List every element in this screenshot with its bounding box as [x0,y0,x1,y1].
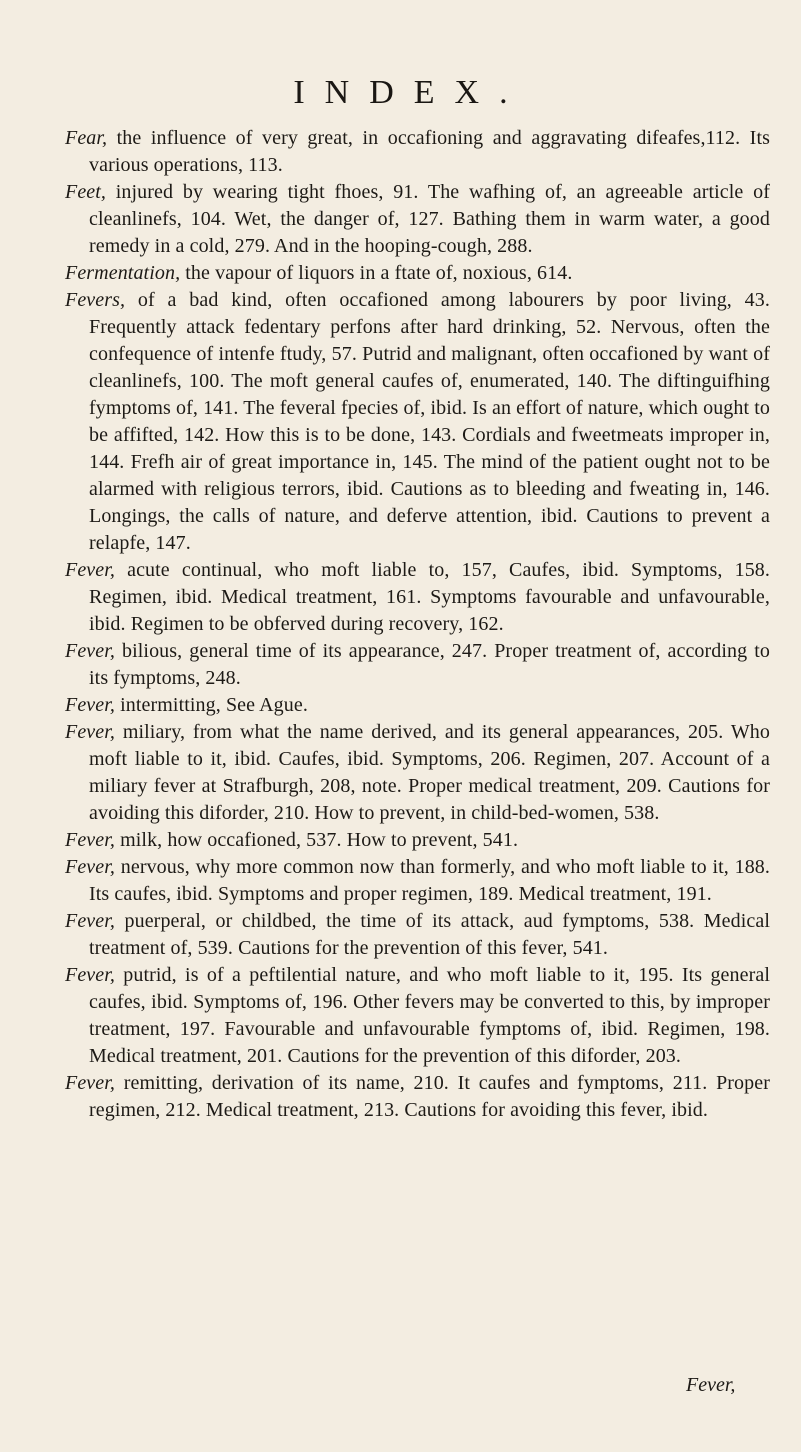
entry-text: puerperal, or childbed, the time of its attack, aud fymptoms, 538. Medical treatment of, 539. Cautions for the prevention of this fever, 541. [89,910,770,959]
index-entry [65,1070,770,1124]
entry-head: Fever, [65,910,116,932]
index-entry [65,827,770,854]
index-entry [65,719,770,827]
entry-head: Fevers, [65,289,126,311]
entry-head: Fever, [65,640,116,662]
catchword: Fever, [686,1374,736,1396]
entry-head: Fever, [65,721,116,743]
entry-text: milk, how occafioned, 537. How to prevent, 541. [115,829,519,851]
entry-head: Fever, [65,964,116,986]
index-entry [65,260,770,287]
entry-text: the vapour of liquors in a ftate of, noxious, 614. [180,262,573,284]
entry-text: acute continual, who moft liable to, 157, Caufes, ibid. Symptoms, 158. Regimen, ibid. Medical treatment, 161. Symptoms favourable and unfavourable, ibid. Regimen to be obferved during recovery, 162. [89,559,770,635]
index-entry [65,908,770,962]
index-entry [65,179,770,260]
index-entry [65,854,770,908]
entry-text: the influence of very great, in occafioning and aggravating difeafes,112. Its various operations, 113. [89,127,770,176]
entry-text: nervous, why more common now than formerly, and who moft liable to it, 188. Its caufes, ibid. Symptoms and proper regimen, 189. Medical treatment, 191. [89,856,770,905]
entry-text: miliary, from what the name derived, and its general appearances, 205. Who moft liable to it, ibid. Caufes, ibid. Symptoms, 206. Regimen, 207. Account of a miliary fever at Strafburgh, 208, note. Proper medical treatment, 209. Cautions for avoiding this diforder, 210. How to prevent, in child-bed-women, 538. [89,721,770,824]
index-entry [65,557,770,638]
entry-text: of a bad kind, often occafioned among labourers by poor living, 43. Frequently attack fedentary perfons after hard drinking, 52. Nervous, often the confequence of intenfe ftudy, 57. Putrid and malignant, often occafioned by want of cleanlinefs, 100. The moft general caufes of, enumerated, 140. The diftinguifhing fymptoms of, 141. The feveral fpecies of, ibid. Is an effort of nature, which ought to be affifted, 142. How this is to be done, 143. Cordials and fweetmeats improper in, 144. Frefh air of great importance in, 145. The mind of the patient ought not to be alarmed with religious terrors, ibid. Cautions as to bleeding and fweating in, 146. Longings, the calls of nature, and deferve attention, ibid. Cautions to prevent a relapfe, 147. [89,289,771,554]
index-entry [65,125,770,179]
index-entry [65,287,770,557]
entry-head: Feet, [65,181,107,203]
entry-text: remitting, derivation of its name, 210. It caufes and fymptoms, 211. Proper regimen, 212. Medical treatment, 213. Cautions for avoiding this fever, ibid. [89,1072,770,1121]
entry-head: Fear, [65,127,108,149]
index-entry [65,962,770,1070]
page-title: INDEX. [293,74,528,111]
entry-text: putrid, is of a peftilential nature, and who moft liable to it, 195. Its general caufes, ibid. Symptoms of, 196. Other fevers may be converted to this, by improper treatment, 197. Favourable and unfavourable fymptoms of, ibid. Regimen, 198. Medical treatment, 201. Cautions for the prevention of this diforder, 203. [89,964,770,1067]
entry-head: Fever, [65,559,116,581]
entry-head: Fever, [65,1072,116,1094]
index-entry [65,692,770,719]
entry-head: Fever, [65,856,116,878]
entry-head: Fever, [65,829,116,851]
entry-text: bilious, general time of its appearance, 247. Proper treatment of, according to its fymptoms, 248. [89,640,770,689]
entry-head: Fever, [65,694,116,716]
index-entry [65,638,770,692]
entry-head: Fermentation, [65,262,181,284]
entry-text: injured by wearing tight fhoes, 91. The wafhing of, an agreeable article of cleanlinefs, 104. Wet, the danger of, 127. Bathing them in warm water, a good remedy in a cold, 279. And in the hooping-cough, 288. [89,181,770,257]
index-entries [65,125,770,1124]
entry-text: intermitting, See Ague. [115,694,308,716]
